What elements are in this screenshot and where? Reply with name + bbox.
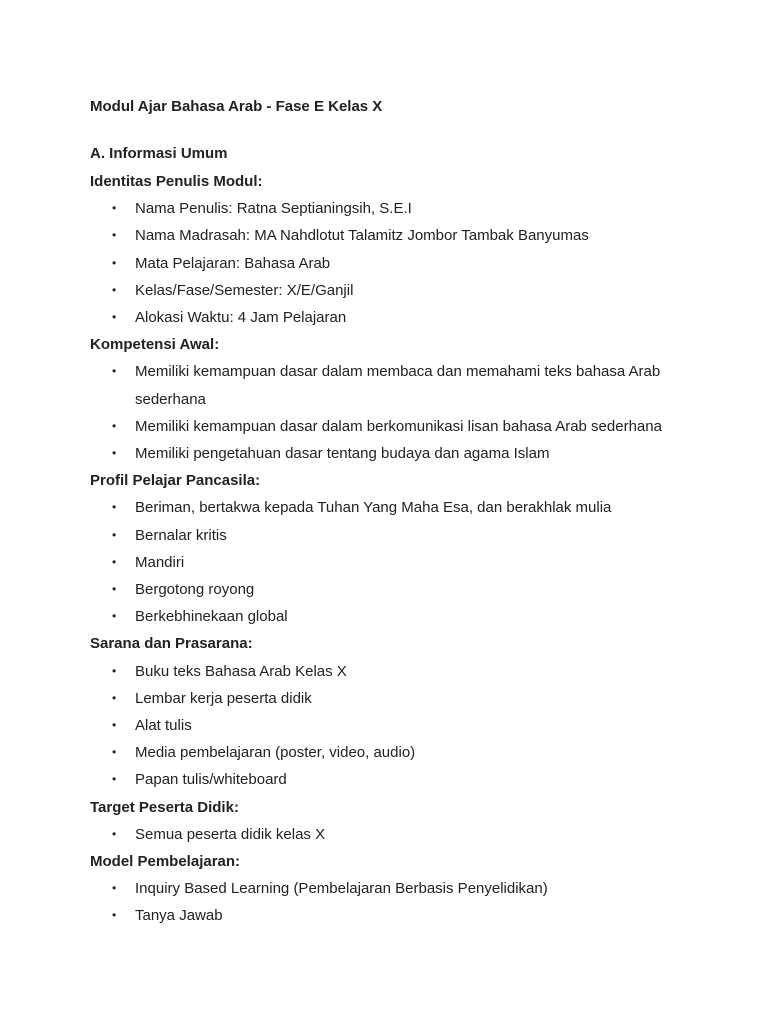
bullet-icon: •	[112, 609, 117, 624]
bullet-icon: •	[112, 282, 117, 297]
list-item	[90, 277, 710, 304]
list-item-text: Bergotong royong	[135, 581, 255, 599]
bullet-list	[90, 875, 710, 929]
bullet-list	[90, 658, 710, 794]
list-item	[90, 685, 710, 712]
list-item	[90, 195, 710, 222]
group-heading: Target Peserta Didik:	[90, 798, 239, 816]
list-item-text: Buku teks Bahasa Arab Kelas X	[135, 662, 347, 680]
bullet-icon: •	[112, 881, 117, 896]
bullet-list	[90, 494, 710, 630]
list-item	[90, 739, 710, 766]
list-item	[90, 494, 710, 521]
list-item-text: Lembar kerja peserta didik	[135, 689, 312, 707]
bullet-list	[90, 821, 710, 848]
list-item-text: Media pembelajaran (poster, video, audio)	[135, 744, 416, 762]
bullet-icon: •	[112, 663, 117, 678]
bullet-icon: •	[112, 310, 117, 325]
list-item	[90, 821, 710, 848]
bullet-icon: •	[112, 527, 117, 542]
list-item-text: Alokasi Waktu: 4 Jam Pelajaran	[135, 309, 347, 327]
list-item	[90, 358, 710, 412]
bullet-icon: •	[112, 772, 117, 787]
list-item-text: Memiliki kemampuan dasar dalam berkomunikasi lisan bahasa Arab sederhana	[135, 417, 662, 435]
bullet-icon: •	[112, 826, 117, 841]
bullet-icon: •	[112, 745, 117, 760]
list-item	[90, 712, 710, 739]
group-heading: Sarana dan Prasarana:	[90, 635, 253, 653]
list-item	[90, 875, 710, 902]
bullet-icon: •	[112, 554, 117, 569]
list-item	[90, 603, 710, 630]
list-item-text: Nama Penulis: Ratna Septianingsih, S.E.I	[135, 200, 412, 218]
list-item	[90, 658, 710, 685]
group-heading: Model Pembelajaran:	[90, 853, 241, 871]
list-item	[90, 440, 710, 467]
list-item-text: Kelas/Fase/Semester: X/E/Ganjil	[135, 281, 354, 299]
bullet-icon: •	[112, 500, 117, 515]
list-item	[90, 250, 710, 277]
list-item-text: Berkebhinekaan global	[135, 608, 288, 626]
group-heading: Profil Pelajar Pancasila:	[90, 472, 261, 490]
bullet-icon: •	[112, 201, 117, 216]
group-heading: Kompetensi Awal:	[90, 336, 220, 354]
list-item-text: Inquiry Based Learning (Pembelajaran Berbasis Penyelidikan)	[135, 880, 548, 898]
list-item-text: Mandiri	[135, 553, 185, 571]
list-item	[90, 549, 710, 576]
list-item-text: Papan tulis/whiteboard	[135, 771, 287, 789]
list-item	[90, 222, 710, 249]
document-title: Modul Ajar Bahasa Arab - Fase E Kelas X	[90, 98, 383, 115]
list-item-text: Memiliki kemampuan dasar dalam membaca dan memahami teks bahasa Arab sederhana	[135, 363, 661, 408]
bullet-icon: •	[112, 582, 117, 597]
bullet-icon: •	[112, 364, 117, 379]
list-item	[90, 902, 710, 929]
list-item-text: Memiliki pengetahuan dasar tentang budaya dan agama Islam	[135, 445, 550, 463]
list-item	[90, 576, 710, 603]
bullet-icon: •	[112, 718, 117, 733]
bullet-icon: •	[112, 690, 117, 705]
list-item	[90, 766, 710, 793]
bullet-list	[90, 358, 710, 467]
list-item-text: Beriman, bertakwa kepada Tuhan Yang Maha Esa, dan berakhlak mulia	[135, 499, 612, 517]
bullet-icon: •	[112, 255, 117, 270]
group-heading: Identitas Penulis Modul:	[90, 173, 263, 190]
bullet-list	[90, 195, 710, 331]
bullet-icon: •	[112, 446, 117, 461]
list-item	[90, 413, 710, 440]
section-groups	[90, 168, 710, 930]
bullet-icon: •	[112, 418, 117, 433]
list-item-text: Alat tulis	[135, 717, 192, 735]
list-item	[90, 522, 710, 549]
list-item-text: Tanya Jawab	[135, 907, 223, 925]
list-item	[90, 304, 710, 331]
list-item-text: Nama Madrasah: MA Nahdlotut Talamitz Jombor Tambak Banyumas	[135, 227, 589, 245]
list-item-text: Semua peserta didik kelas X	[135, 825, 326, 843]
document-page	[90, 97, 710, 930]
bullet-icon: •	[112, 908, 117, 923]
section-heading-informasi-umum: A. Informasi Umum	[90, 145, 228, 162]
list-item-text: Mata Pelajaran: Bahasa Arab	[135, 254, 331, 272]
bullet-icon: •	[112, 228, 117, 243]
list-item-text: Bernalar kritis	[135, 526, 227, 544]
